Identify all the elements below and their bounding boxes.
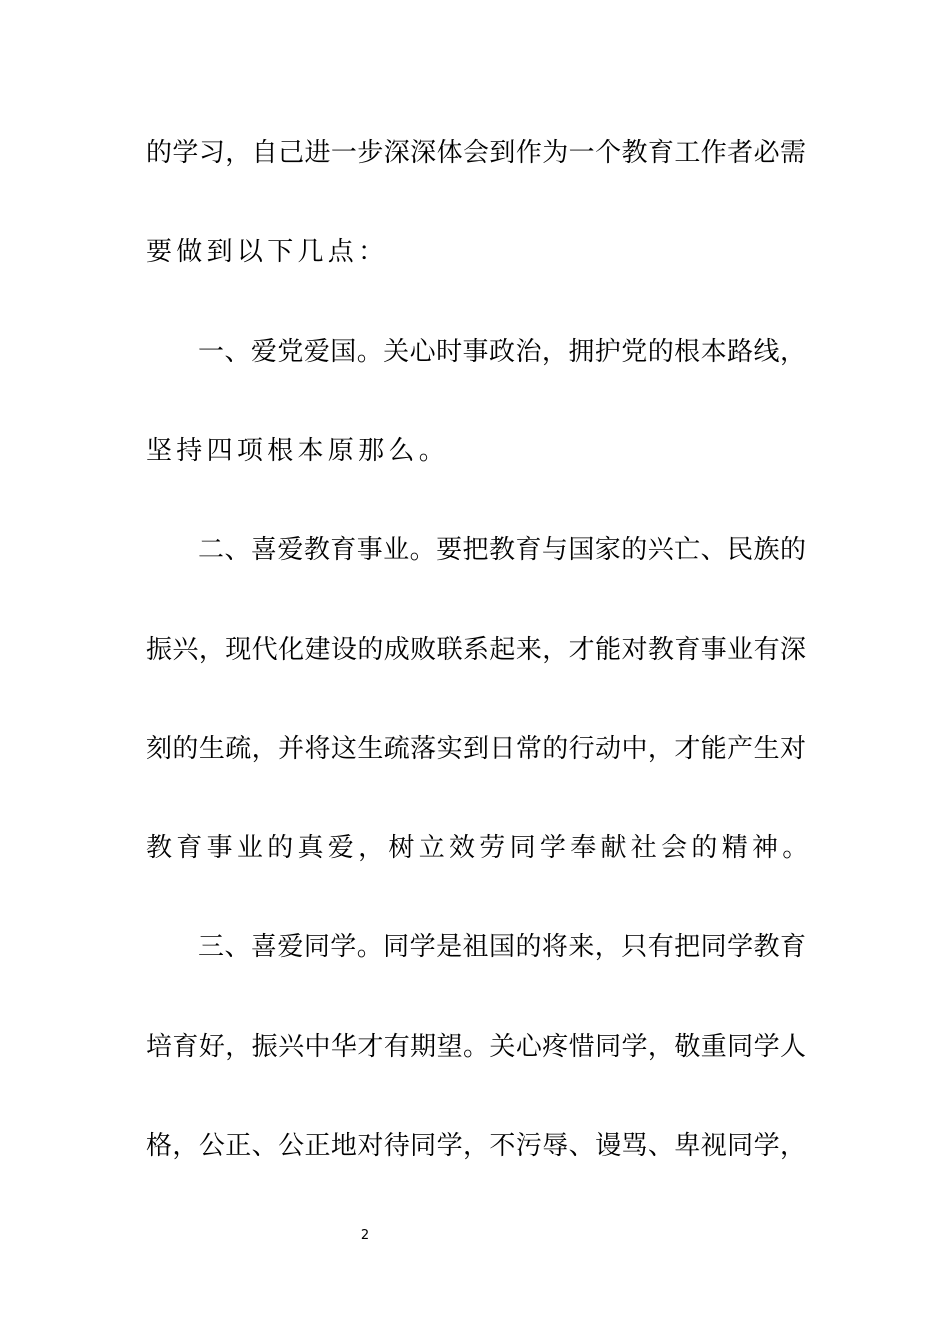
paragraph-line: 培育好，振兴中华才有期望。关心疼惜同学，敬重同学人 bbox=[146, 1032, 806, 1062]
paragraph-line: 坚持四项根本原那么。 bbox=[146, 436, 450, 466]
paragraph-line: 教育事业的真爱，树立效劳同学奉献社会的精神。 bbox=[146, 833, 813, 863]
paragraph-line: 刻的生疏，并将这生疏落实到日常的行动中，才能产生对 bbox=[146, 734, 806, 764]
paragraph-line: 要做到以下几点： bbox=[146, 237, 389, 267]
paragraph-line: 二、喜爱教育事业。要把教育与国家的兴亡、民族的 bbox=[198, 535, 806, 565]
page-number: 2 bbox=[360, 1228, 370, 1243]
paragraph-line: 一、爱党爱国。关心时事政治，拥护党的根本路线， bbox=[198, 337, 806, 367]
paragraph-line: 三、喜爱同学。同学是祖国的将来，只有把同学教育 bbox=[198, 932, 806, 962]
paragraph-line: 格，公正、公正地对待同学，不污辱、谩骂、卑视同学， bbox=[146, 1131, 806, 1161]
paragraph-line: 的学习，自己进一步深深体会到作为一个教育工作者必需 bbox=[146, 138, 806, 168]
paragraph-line: 振兴，现代化建设的成败联系起来，才能对教育事业有深 bbox=[146, 635, 806, 665]
